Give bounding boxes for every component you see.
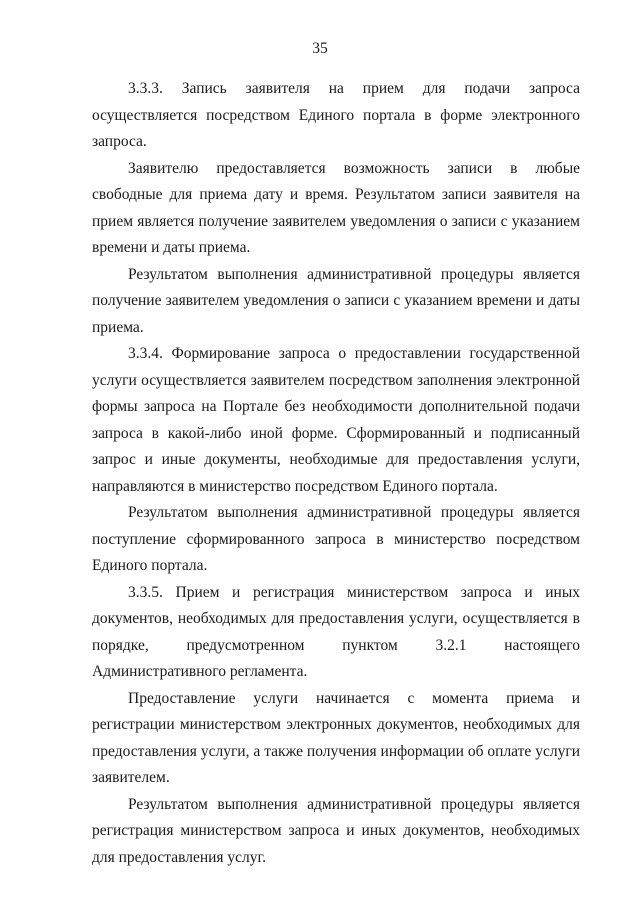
paragraph-service-start: Предоставление услуги начинается с момента приема и регистрации министерством электронных документов, необходимых для предоставления услуги, а также получения информации об оплате услуги заявителем.: [92, 689, 580, 786]
paragraph-result-request-receipt: Результатом выполнения административной процедуры является поступление сформированного запроса в министерство посредством Единого портала.: [92, 504, 580, 574]
page-number: 35: [312, 40, 328, 57]
paragraph-3-3-5: 3.3.5. Прием и регистрация министерством запроса и иных документов, необходимых для предоставления услуги, осуществляется в порядке, предусмотренном пунктом 3.2.1 настоящего Административного регламента.: [92, 583, 580, 680]
paragraph-appointment-possibility: Заявителю предоставляется возможность записи в любые свободные для приема дату и время. Результатом записи заявителя на прием является получение заявителем уведомления о записи с указанием времени и даты приема.: [92, 159, 580, 256]
document-body: [92, 76, 580, 871]
paragraph-3-3-3: 3.3.3. Запись заявителя на прием для подачи запроса осуществляется посредством Единого портала в форме электронного запроса.: [92, 80, 580, 150]
paragraph-3-3-4: 3.3.4. Формирование запроса о предоставлении государственной услуги осуществляется заявителем посредством заполнения электронной формы запроса на Портале без необходимости дополнительной подачи запроса в какой-либо иной форме. Сформированный и подписанный запрос и иные документы, необходимые для предоставления услуги, направляются в министерство посредством Единого портала.: [92, 345, 580, 495]
paragraph-result-registration: Результатом выполнения административной процедуры является регистрация министерством запроса и иных документов, необходимых для предоставления услуг.: [92, 795, 580, 866]
paragraph-result-appointment: Результатом выполнения административной процедуры является получение заявителем уведомления о записи с указанием времени и даты приема.: [92, 265, 580, 336]
